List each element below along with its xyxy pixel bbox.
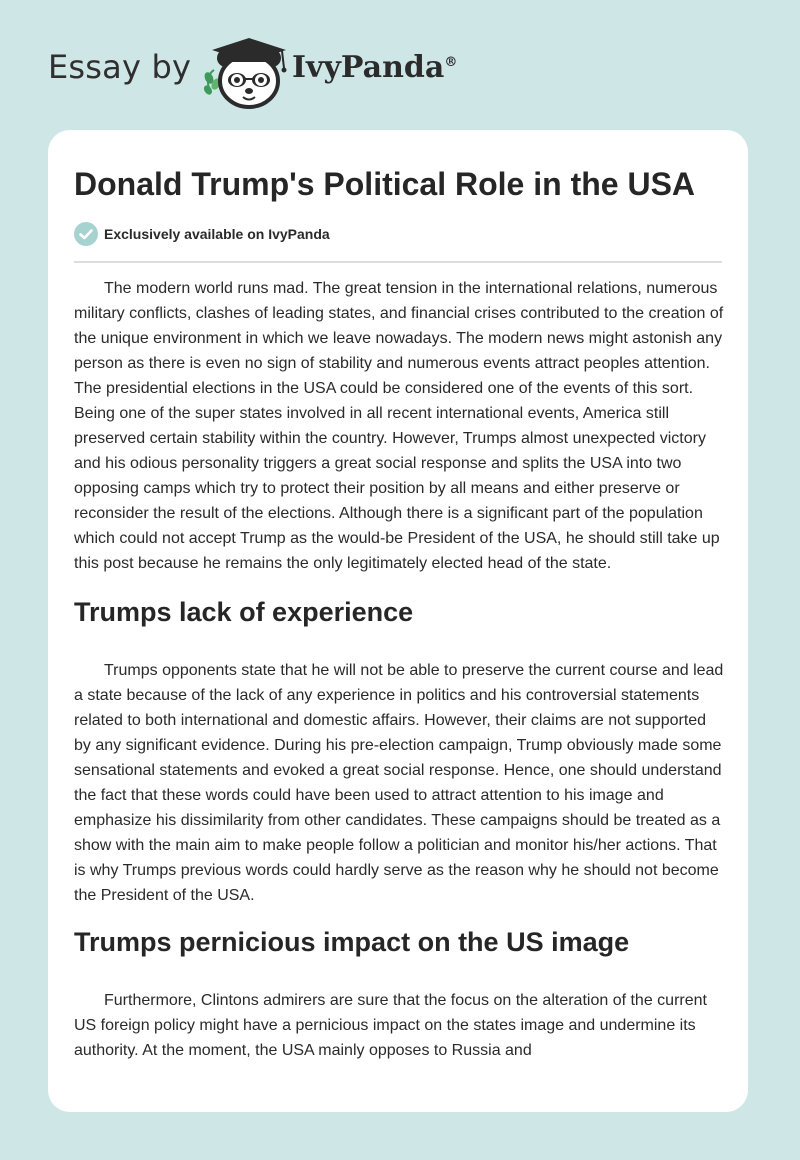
essay-card [48, 130, 748, 1112]
brand-prefix: Essay by [48, 48, 192, 86]
badge-label: Exclusively available on IvyPanda [104, 226, 330, 242]
paragraph-experience: Trumps opponents state that he will not be able to preserve the current course and lead a state because of the lack of any experience in politics and his controversial statements related to both international and domestic affairs. However, their claims are not supported by any significant evidence. During his pre-election campaign, Trump obviously made some sensational statements and evoked a great social response. Hence, one should understand the fact that these words could have been used to attract attention to his image and emphasize his dissimilarity from other candidates. These campaigns should be treated as a show with the main aim to make people follow a politician and monitor his/her actions. That is why Trumps previous words could hardly serve as the reason why he should not become the President of the USA. [74, 662, 724, 904]
paragraph-intro: The modern world runs mad. The great tension in the international relations, numerous military conflicts, clashes of leading states, and financial crises contributed to the creation of the unique environment in which we leave nowadays. The modern news might astonish any person as there is even no sign of stability and numerous events attract peoples attention. The presidential elections in the USA could be considered one of the events of this sort. Being one of the super states involved in all recent international events, America still preserved certain stability within the country. However, Trumps almost unexpected victory and his odious personality triggers a great social response and splits the USA into two opposing camps which try to protect their position by all means and either preserve or reconsider the result of the elections. Although there is a significant part of the population which could not accept Trump as the would-be President of the USA, he should still take up this post because he remains the only legitimately elected head of the state. [74, 280, 724, 572]
exclusive-badge [74, 222, 330, 246]
essay-body [74, 276, 726, 1063]
site-header [0, 0, 800, 130]
panda-logo-icon[interactable] [200, 34, 292, 114]
heading-lack-of-experience: Trumps lack of experience [74, 597, 414, 627]
divider [74, 261, 722, 263]
brand-name[interactable]: IvyPanda® [292, 50, 458, 85]
essay-title: Donald Trump's Political Role in the USA [74, 166, 696, 202]
paragraph-impact: Furthermore, Clintons admirers are sure that the focus on the alteration of the current US foreign policy might have a pernicious impact on the states image and undermine its authority. At the moment, the USA mainly opposes to Russia and [74, 992, 707, 1059]
check-circle-icon [74, 222, 98, 246]
heading-pernicious-impact: Trumps pernicious impact on the US image [74, 927, 630, 957]
